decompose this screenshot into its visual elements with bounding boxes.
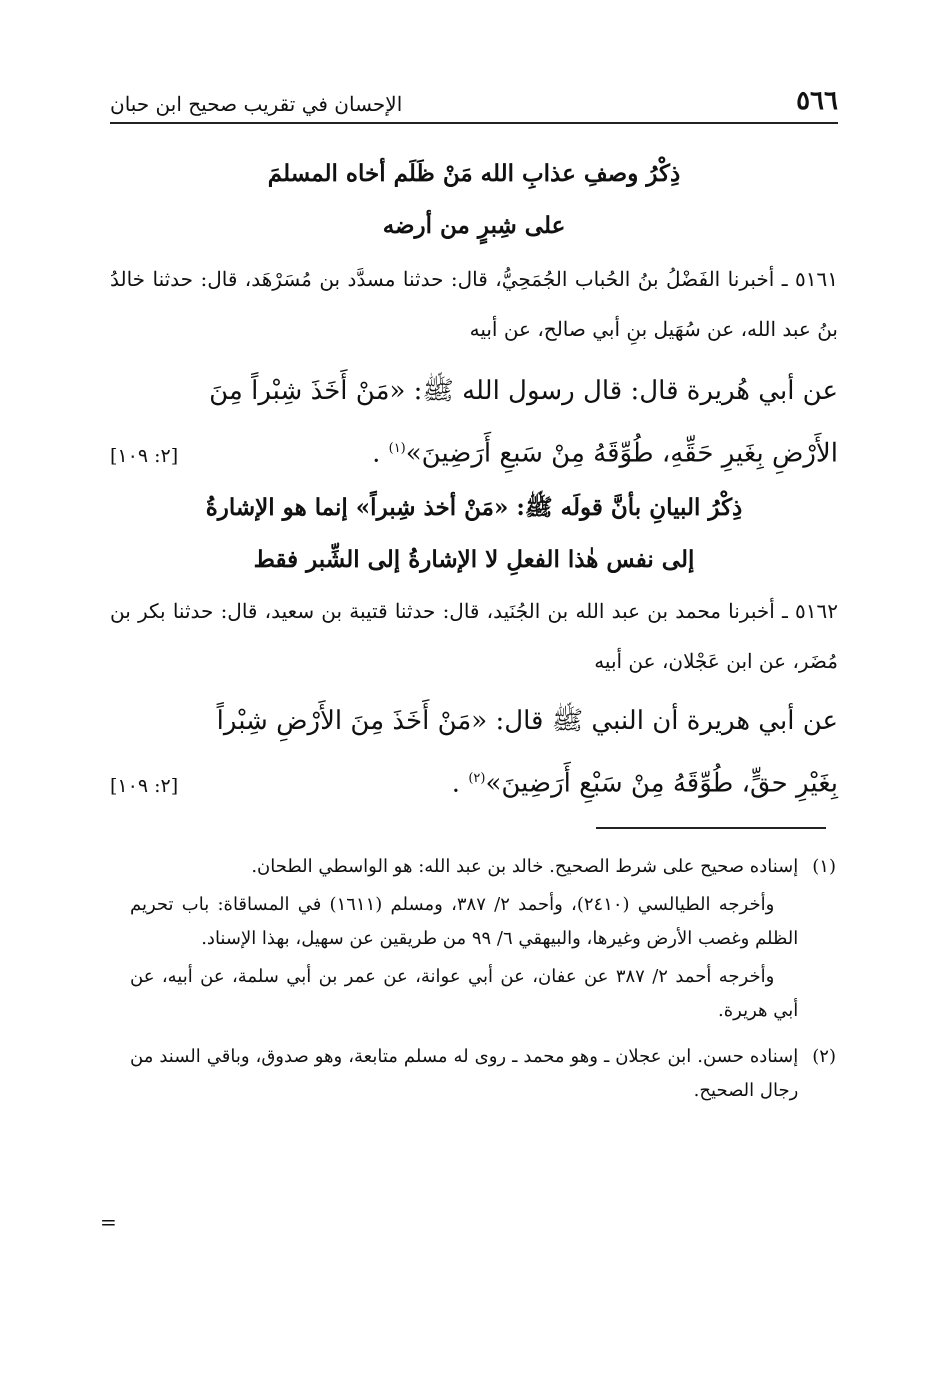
footnote-body <box>130 850 798 1028</box>
section-heading-line: ذِكْرُ وصفِ عذابِ الله مَنْ ظَلَم أخاه المسلمَ <box>267 160 681 187</box>
footnotes <box>130 850 836 1120</box>
hadith-5162-matn <box>110 692 838 815</box>
footnote-number: (١) <box>812 856 836 877</box>
matn-text: عن أبي هُريرة قال: قال رسول الله ﷺ: «مَنْ أَخَذَ شِبْراً مِنَ <box>209 376 838 406</box>
matn-line <box>110 750 838 815</box>
footnote-paragraph: إسناده حسن. ابن عجلان ـ وهو محمد ـ روى له مسلم متابعة، وهو صدوق، وباقي السند من رجال الصحيح. <box>130 1046 799 1101</box>
footnote-number: (٢) <box>812 1046 836 1067</box>
footnote-divider <box>596 827 826 829</box>
section-heading-line: على شِبرٍ من أرضه <box>382 212 566 239</box>
page-number: ٥٦٦ <box>796 86 838 116</box>
hadith-5162-isnad: ٥١٦٢ ـ أخبرنا محمد بن عبد الله بن الجُنَيد، قال: حدثنا قتيبة بن سعيد، قال: حدثنا بكر بن مُضَر، عن ابن عَجْلان، عن أبيه <box>110 599 838 673</box>
footnote-1 <box>130 850 836 1028</box>
footnote-2 <box>130 1040 836 1108</box>
matn-text: عن أبي هريرة أن النبي ﷺ قال: «مَنْ أَخَذَ مِنَ الأَرْضِ شِبْراً <box>216 706 838 736</box>
matn-line <box>110 362 838 420</box>
section-heading-line: إلى نفس هٰذا الفعلِ لا الإشارةُ إلى الشِّبر فقط <box>253 546 695 573</box>
hadith-5161-matn <box>110 362 838 485</box>
matn-line <box>110 420 838 485</box>
footnote-body <box>130 1040 798 1108</box>
matn-text: بِغَيْرِ حقٍّ، طُوِّقَهُ مِنْ سَبْعِ أَرَضِينَ» <box>485 768 838 799</box>
matn-text-with-ref: بِغَيْرِ حقٍّ، طُوِّقَهُ مِنْ سَبْعِ أَرَضِينَ»$^{(٢)}$ . <box>451 768 838 799</box>
footnote-ref[interactable]: (١) <box>388 441 406 456</box>
hadith-5161-isnad: ٥١٦١ ـ أخبرنا الفَضْلُ بنُ الحُباب الجُمَحِيُّ، قال: حدثنا مسدَّد بن مُسَرْهَد، قال: حدثنا خالدُ بنُ عبد الله، عن سُهَيل بنِ أبي صالح، عن أبيه <box>110 267 838 341</box>
page-header <box>110 78 838 124</box>
section-heading-line: ذِكْرُ البيانِ بأنَّ قولَه ﷺ: «مَنْ أخذ شِبراً» إنما هو الإشارةُ <box>205 494 743 521</box>
section-2-heading <box>110 482 838 586</box>
matn-text-with-ref: الأَرْضِ بِغَيرِ حَقِّهِ، طُوِّقَهُ مِنْ سَبعِ أَرَضِينَ»$^{(١)}$ . <box>372 438 838 469</box>
footnote-paragraph: وأخرجه أحمد ٢/ ٣٨٧ عن عفان، عن أبي عوانة، عن عمر بن أبي سلمة، عن أبيه، عن أبي هريرة. <box>130 966 799 1021</box>
footnote-ref[interactable]: (٢) <box>468 771 486 786</box>
matn-line <box>110 692 838 750</box>
matn-text: الأَرْضِ بِغَيرِ حَقِّهِ، طُوِّقَهُ مِنْ سَبعِ أَرَضِينَ» <box>405 438 838 469</box>
footnote-paragraph: وأخرجه الطيالسي (٢٤١٠)، وأحمد ٢/ ٣٨٧، ومسلم (١٦١١) في المساقاة: باب تحريم الظلم وغصب الأرض وغيرها، والبيهقي ٦/ ٩٩ من طريقين عن سهيل، بهذا الإسناد. <box>130 894 799 949</box>
running-title: الإحسان في تقريب صحيح ابن حبان <box>110 92 403 116</box>
continuation-mark: = <box>100 1210 117 1234</box>
cross-reference: [٢: ١٠٩] <box>110 444 179 467</box>
footnote-paragraph: إسناده صحيح على شرط الصحيح. خالد بن عبد الله: هو الواسطي الطحان. <box>251 856 799 877</box>
cross-reference: [٢: ١٠٩] <box>110 774 179 797</box>
section-1-heading <box>110 148 838 252</box>
